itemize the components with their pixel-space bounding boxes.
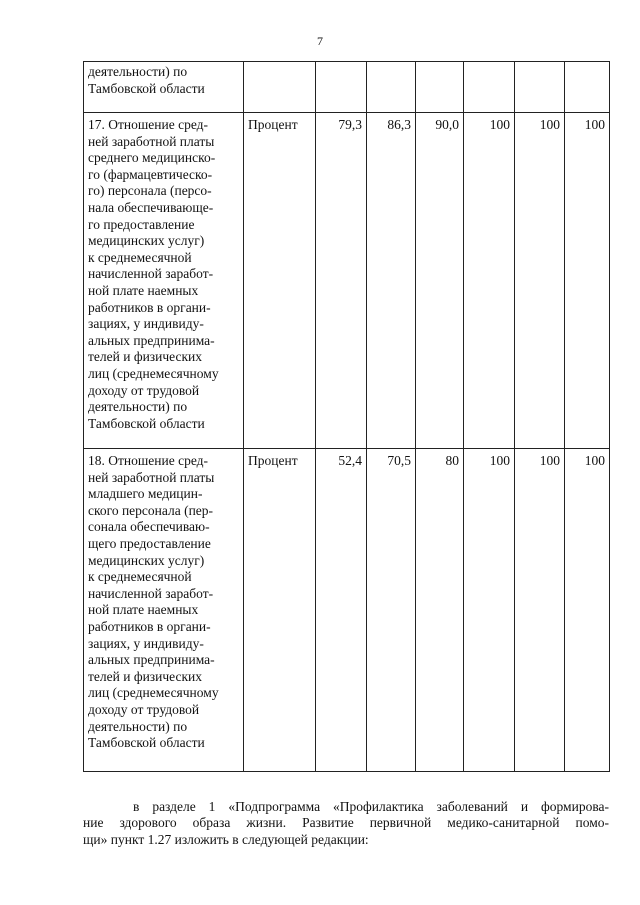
value-cell: 100 [464,449,515,772]
value-cell: 86,3 [367,113,416,449]
indicator-name-cell: 17. Отношение сред- ней заработной платы среднего медицинско- го (фармацевтическо- го) персонала (персо- нала обеспечивающе- го предоставление медицинских услуг) к среднемесячной начисленной заработ- ной плате наемных работников в органи- зациях, у индивиду- альных предпринима- телей и физических лиц (среднемесячному доходу от трудовой деятельности) по Тамбовской области [84,113,244,449]
amendment-paragraph [83,799,609,848]
value-cell: 100 [565,113,610,449]
indicator-name-cell: 18. Отношение сред- ней заработной платы младшего медицин- ского персонала (пер- сонала обеспечиваю- щего предоставление медицинских услуг) к среднемесячной начисленной заработ- ной плате наемных работников в органи- зациях, у индивиду- альных предпринима- телей и физических лиц (среднемесячному доходу от трудовой деятельности) по Тамбовской области [84,449,244,772]
value-cell: 100 [565,449,610,772]
value-cell: 100 [515,113,565,449]
value-cell: 79,3 [316,113,367,449]
value-cell: 70,5 [367,449,416,772]
value-cell: 80 [416,449,464,772]
value-cell [464,62,515,113]
paragraph-line: ние здорового образа жизни. Развитие первичной медико-санитарной помо- [83,815,609,831]
value-cell [367,62,416,113]
unit-cell: Процент [244,113,316,449]
paragraph-line: щи» пункт 1.27 изложить в следующей редакции: [83,831,369,847]
table-row [84,62,610,113]
value-cell: 100 [464,113,515,449]
unit-cell: Процент [244,449,316,772]
indicator-name-cell: деятельности) по Тамбовской области [84,62,244,113]
value-cell: 100 [515,449,565,772]
value-cell [515,62,565,113]
value-cell: 52,4 [316,449,367,772]
value-cell [416,62,464,113]
value-cell [565,62,610,113]
value-cell [316,62,367,113]
page-number: 7 [317,34,323,48]
paragraph-line: в разделе 1 «Подпрограмма «Профилактика заболеваний и формирова- [133,799,609,814]
indicator-table [83,61,610,772]
table-row [84,449,610,772]
unit-cell [244,62,316,113]
value-cell: 90,0 [416,113,464,449]
table-row [84,113,610,449]
